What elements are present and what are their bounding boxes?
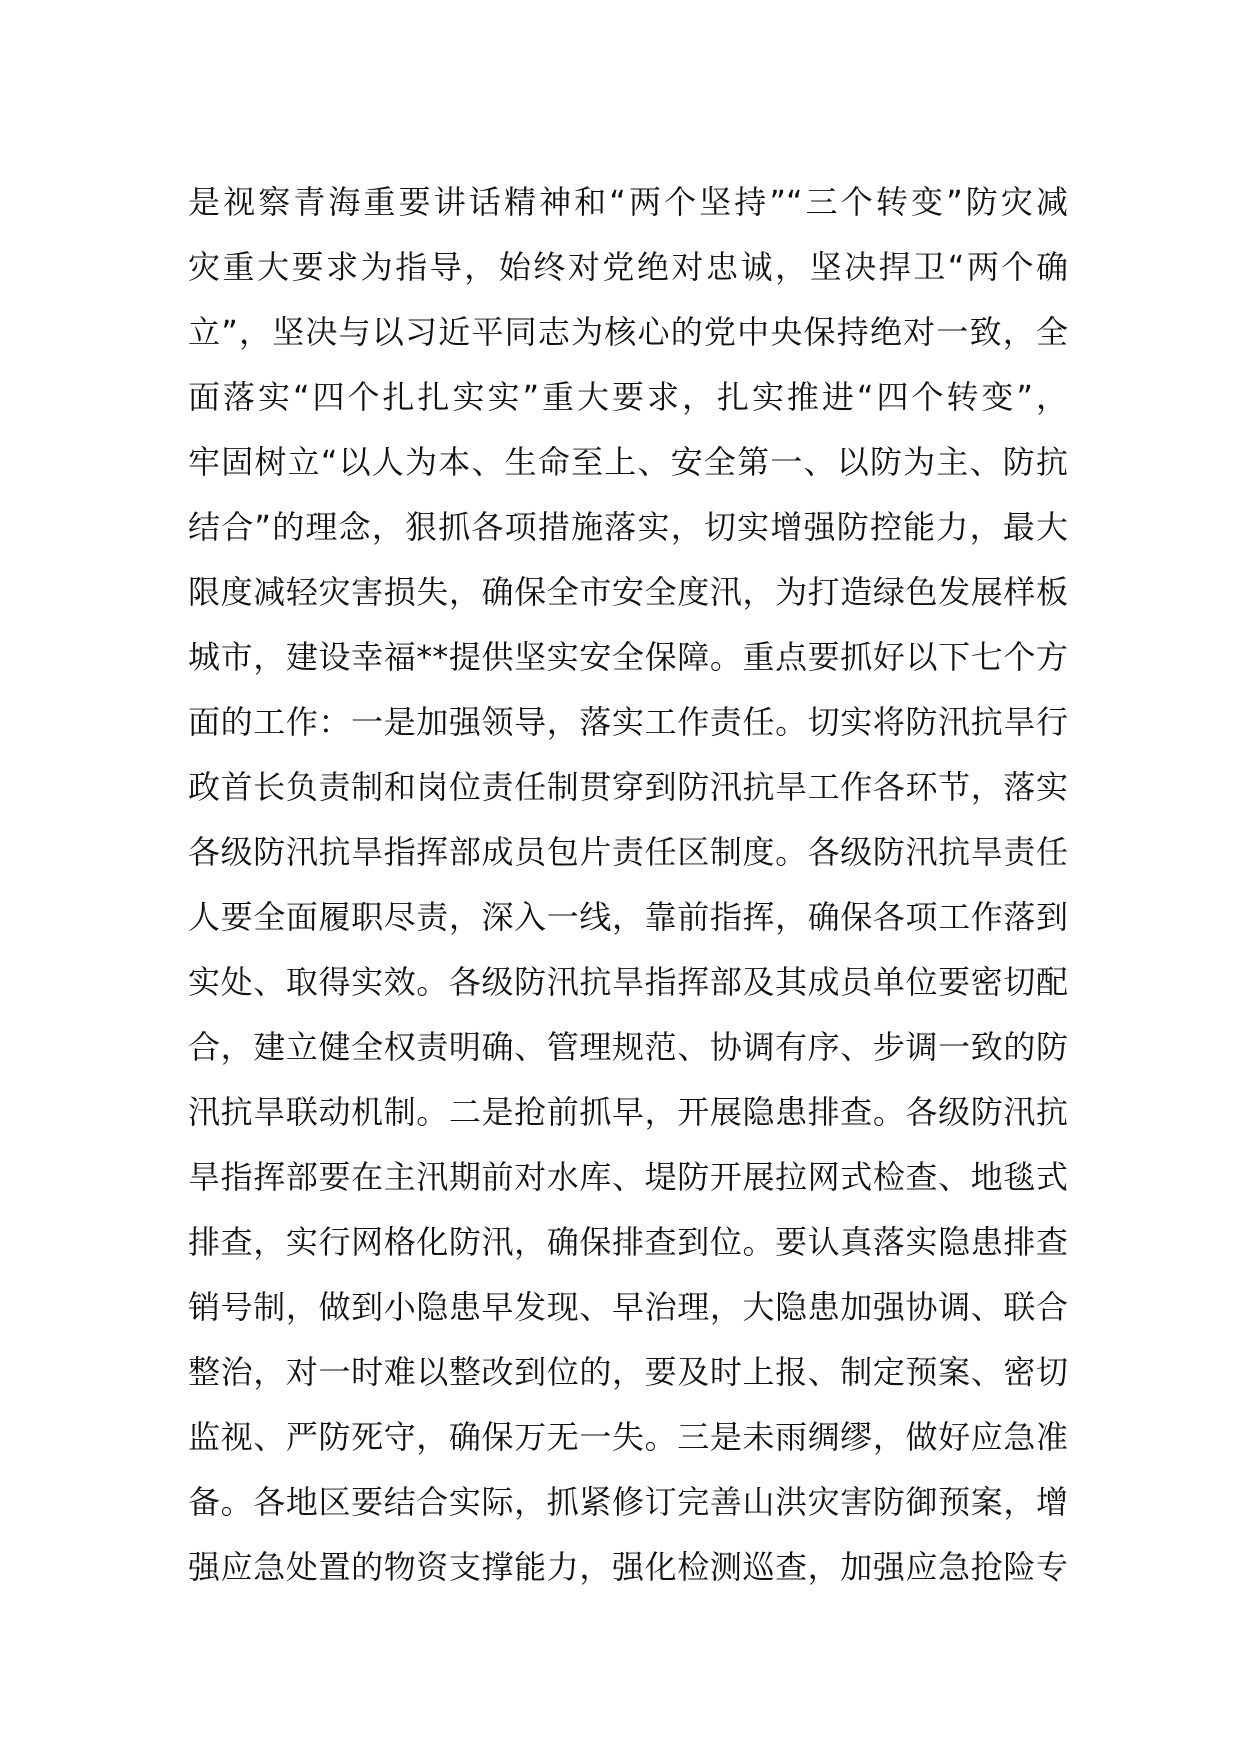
text-line-4: 面落实“四个扎扎实实”重大要求，扎实推进“四个转变”， (188, 378, 1068, 416)
text-line-3: 立”，坚决与以习近平同志为核心的党中央保持绝对一致，全 (188, 313, 1068, 351)
text-line-8: 城市，建设幸福**提供坚实安全保障。重点要抓好以下七个方 (188, 638, 1068, 676)
text-line-7: 限度减轻灾害损失，确保全市安全度汛，为打造绿色发展样板 (188, 573, 1068, 611)
text-line-2: 灾重大要求为指导，始终对党绝对忠诚，坚决捍卫“两个确 (188, 248, 1068, 286)
text-line-10: 政首长负责制和岗位责任制贯穿到防汛抗旱工作各环节，落实 (188, 768, 1068, 806)
text-line-1: 是视察青海重要讲话精神和“两个坚持”“三个转变”防灾减 (188, 183, 1068, 221)
text-line-14: 合，建立健全权责明确、管理规范、协调有序、步调一致的防 (188, 1028, 1068, 1066)
text-line-12: 人要全面履职尽责，深入一线，靠前指挥，确保各项工作落到 (188, 898, 1068, 936)
text-line-11: 各级防汛抗旱指挥部成员包片责任区制度。各级防汛抗旱责任 (188, 833, 1068, 871)
text-line-22: 强应急处置的物资支撑能力，强化检测巡查，加强应急抢险专 (188, 1548, 1068, 1586)
text-line-9: 面的工作：一是加强领导，落实工作责任。切实将防汛抗旱行 (188, 703, 1068, 741)
text-line-21: 备。各地区要结合实际，抓紧修订完善山洪灾害防御预案，增 (188, 1483, 1068, 1521)
text-line-19: 整治，对一时难以整改到位的，要及时上报、制定预案、密切 (188, 1353, 1068, 1391)
text-line-6: 结合”的理念，狠抓各项措施落实，切实增强防控能力，最大 (188, 508, 1068, 546)
text-line-15: 汛抗旱联动机制。二是抢前抓早，开展隐患排查。各级防汛抗 (188, 1093, 1068, 1131)
body-text (188, 170, 1068, 1600)
text-line-16: 旱指挥部要在主汛期前对水库、堤防开展拉网式检查、地毯式 (188, 1158, 1068, 1196)
text-line-17: 排查，实行网格化防汛，确保排查到位。要认真落实隐患排查 (188, 1223, 1068, 1261)
text-line-13: 实处、取得实效。各级防汛抗旱指挥部及其成员单位要密切配 (188, 963, 1068, 1001)
text-line-5: 牢固树立“以人为本、生命至上、安全第一、以防为主、防抗 (188, 443, 1068, 481)
text-line-18: 销号制，做到小隐患早发现、早治理，大隐患加强协调、联合 (188, 1288, 1068, 1326)
text-line-20: 监视、严防死守，确保万无一失。三是未雨绸缪，做好应急准 (188, 1418, 1068, 1456)
